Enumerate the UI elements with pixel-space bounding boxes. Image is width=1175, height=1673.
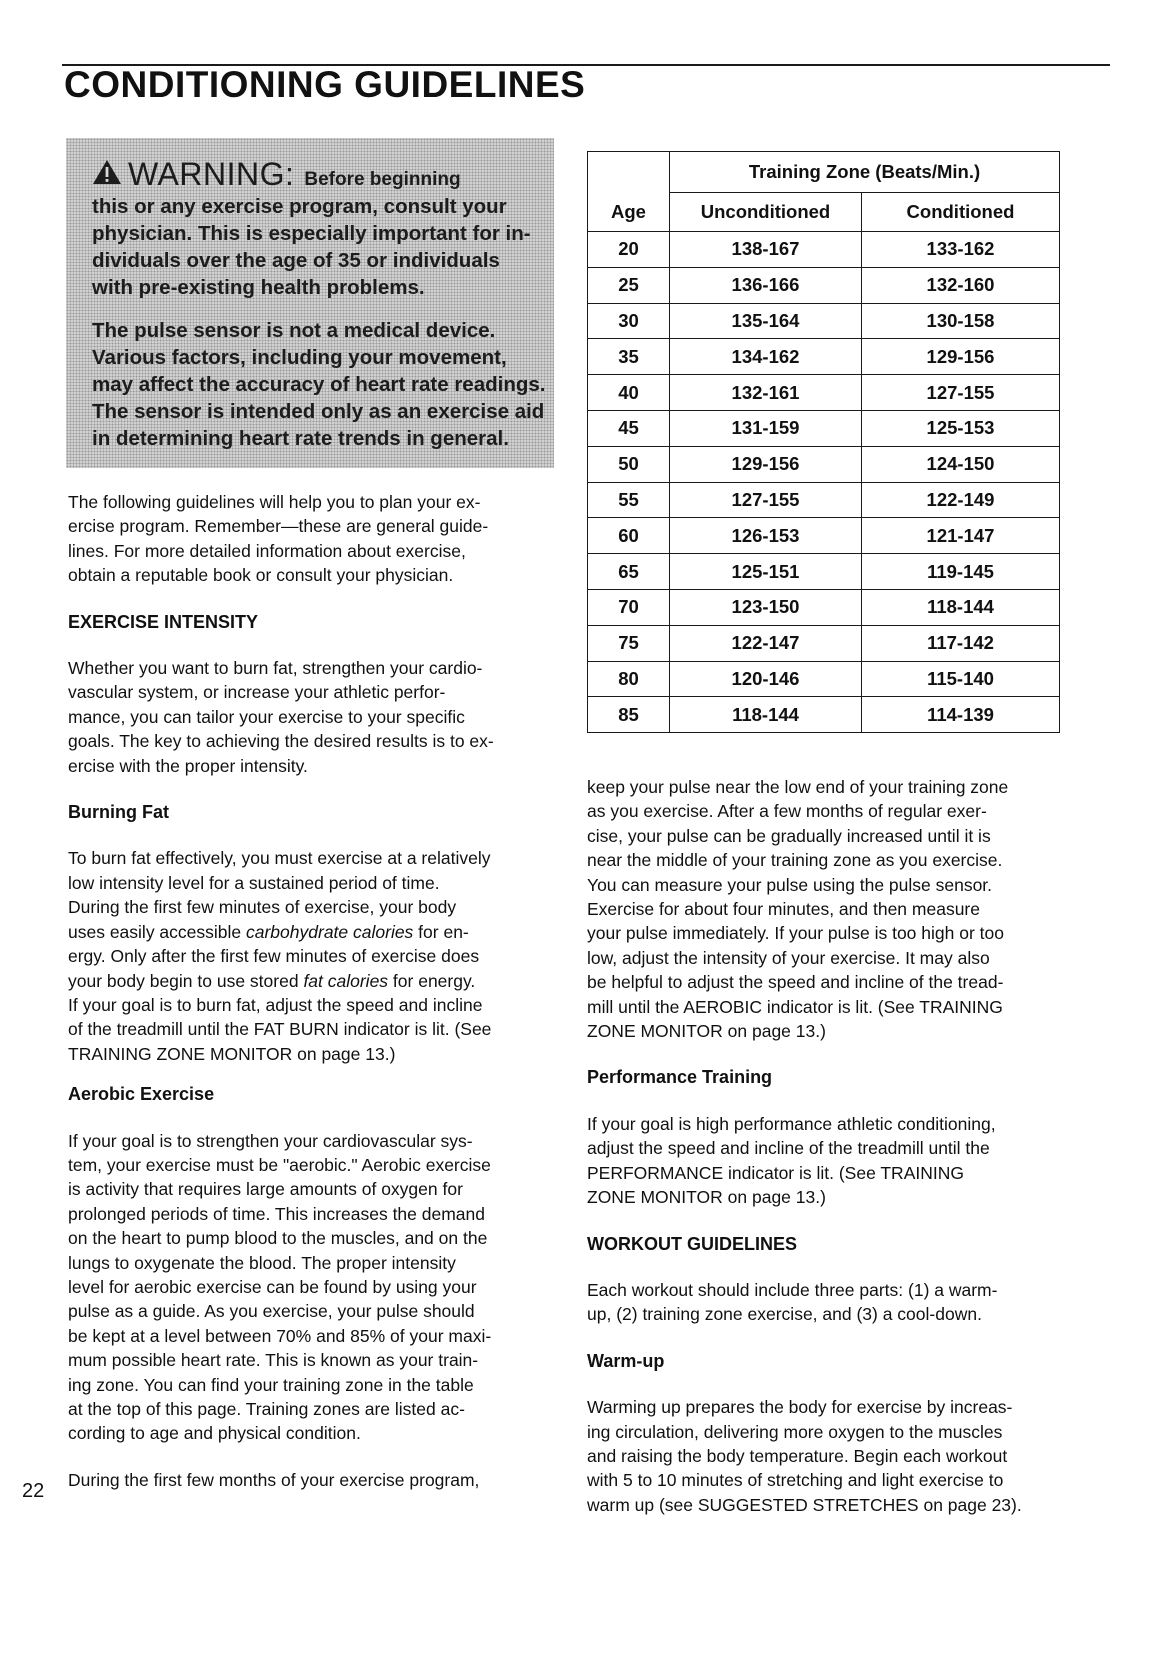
left-column [68, 490, 568, 1492]
age-cell: 80 [588, 661, 670, 697]
unconditioned-cell: 136-166 [670, 267, 862, 303]
body-line: is activity that requires large amounts of oxygen for [68, 1179, 463, 1200]
intro-line: obtain a reputable book or consult your physician. [68, 565, 454, 586]
age-cell: 45 [588, 410, 670, 446]
age-cell: 40 [588, 375, 670, 411]
conditioned-cell: 132-160 [862, 267, 1060, 303]
body-line: Warming up prepares the body for exercise by increas- [587, 1397, 1013, 1418]
page-title: CONDITIONING GUIDELINES [64, 64, 586, 105]
conditioned-cell: 129-156 [862, 339, 1060, 375]
table-row [588, 482, 1060, 518]
body-line: You can measure your pulse using the pulse sensor. [587, 874, 993, 895]
body-line: be helpful to adjust the speed and incline of the tread- [587, 972, 1004, 993]
body-line: During the first few months of your exercise program, [68, 1469, 480, 1490]
conditioned-cell: 127-155 [862, 375, 1060, 411]
warning-line: dividuals over the age of 35 or individuals [92, 249, 500, 272]
unconditioned-cell: 125-151 [670, 554, 862, 590]
body-line: as you exercise. After a few months of regular exer- [587, 801, 987, 822]
body-line: ZONE MONITOR on page 13.) [587, 1021, 826, 1042]
body-line: low, adjust the intensity of your exercise. It may also [587, 947, 990, 968]
age-cell: 50 [588, 446, 670, 482]
conditioned-cell: 119-145 [862, 554, 1060, 590]
conditioned-cell: 125-153 [862, 410, 1060, 446]
warm-up-heading: Warm-up [587, 1350, 665, 1371]
table-row [588, 410, 1060, 446]
body-line: TRAINING ZONE MONITOR on page 13.) [68, 1043, 396, 1064]
warning-heading [92, 156, 540, 193]
unconditioned-cell: 131-159 [670, 410, 862, 446]
conditioned-cell: 133-162 [862, 232, 1060, 268]
body-line: near the middle of your training zone as you exercise. [587, 850, 1003, 871]
body-line: Exercise for about four minutes, and then measure [587, 899, 980, 920]
unconditioned-cell: 126-153 [670, 518, 862, 554]
age-cell: 85 [588, 697, 670, 733]
body-line: on the heart to pump blood to the muscles, and on the [68, 1228, 488, 1249]
body-line: pulse as a guide. As you exercise, your pulse should [68, 1301, 475, 1322]
warning-line: Various factors, including your movement, [92, 346, 507, 369]
age-cell: 25 [588, 267, 670, 303]
unconditioned-cell: 132-161 [670, 375, 862, 411]
unconditioned-cell: 129-156 [670, 446, 862, 482]
body-line: of the treadmill until the FAT BURN indicator is lit. (See [68, 1019, 492, 1040]
body-line: cise, your pulse can be gradually increased until it is [587, 825, 991, 846]
body-line: To burn fat effectively, you must exercise at a relatively [68, 848, 491, 869]
fat-calories-emphasis: fat calories [303, 970, 389, 991]
body-line: prolonged periods of time. This increases the demand [68, 1203, 486, 1224]
training-zone-table [587, 151, 1060, 733]
warning-line: in determining heart rate trends in general. [92, 427, 509, 450]
body-line: cording to age and physical condition. [68, 1423, 361, 1444]
text-run: for energy. [388, 970, 476, 991]
unconditioned-header: Unconditioned [670, 193, 862, 232]
unconditioned-cell: 127-155 [670, 482, 862, 518]
body-line: ing circulation, delivering more oxygen to the muscles [587, 1421, 1003, 1442]
table-row [588, 446, 1060, 482]
warning-box [66, 138, 554, 468]
age-cell: 20 [588, 232, 670, 268]
right-column [587, 775, 1097, 1517]
age-header: Age [588, 152, 670, 232]
age-cell: 70 [588, 589, 670, 625]
conditioned-cell: 121-147 [862, 518, 1060, 554]
unconditioned-cell: 118-144 [670, 697, 862, 733]
age-cell: 60 [588, 518, 670, 554]
warning-line: The sensor is intended only as an exercise aid [92, 400, 545, 423]
body-line: goals. The key to achieving the desired results is to ex- [68, 731, 494, 752]
age-cell: 75 [588, 625, 670, 661]
age-cell: 65 [588, 554, 670, 590]
performance-training-heading: Performance Training [587, 1067, 773, 1088]
body-line [68, 969, 568, 993]
intro-line: lines. For more detailed information about exercise, [68, 540, 466, 561]
body-line: lungs to oxygenate the blood. The proper intensity [68, 1252, 456, 1273]
warning-line: physician. This is especially important for in- [92, 222, 531, 245]
text-run: your body begin to use stored [68, 970, 304, 991]
warning-line: with pre-existing health problems. [92, 276, 425, 299]
body-line: be kept at a level between 70% and 85% of your maxi- [68, 1325, 492, 1346]
body-line: with 5 to 10 minutes of stretching and light exercise to [587, 1470, 1004, 1491]
body-line: mill until the AEROBIC indicator is lit. (See TRAINING [587, 996, 1003, 1017]
body-line: up, (2) training zone exercise, and (3) a cool-down. [587, 1304, 982, 1325]
body-line: vascular system, or increase your athletic perfor- [68, 682, 446, 703]
table-row [588, 661, 1060, 697]
warning-triangle-icon [92, 159, 122, 185]
table-row [588, 375, 1060, 411]
body-line: warm up (see SUGGESTED STRETCHES on page 23). [587, 1494, 1022, 1515]
warning-line: may affect the accuracy of heart rate readings. [92, 373, 546, 396]
unconditioned-cell: 123-150 [670, 589, 862, 625]
body-line: ZONE MONITOR on page 13.) [587, 1187, 826, 1208]
body-line [68, 920, 568, 944]
text-run: uses easily accessible [68, 921, 246, 942]
age-cell: 55 [588, 482, 670, 518]
conditioned-cell: 130-158 [862, 303, 1060, 339]
table-row [588, 625, 1060, 661]
conditioned-cell: 118-144 [862, 589, 1060, 625]
table-row [588, 232, 1060, 268]
body-line: level for aerobic exercise can be found by using your [68, 1276, 477, 1297]
body-line: ercise with the proper intensity. [68, 755, 308, 776]
unconditioned-cell: 135-164 [670, 303, 862, 339]
conditioned-header: Conditioned [862, 193, 1060, 232]
workout-guidelines-heading: WORKOUT GUIDELINES [587, 1233, 797, 1254]
body-line: Each workout should include three parts: (1) a warm- [587, 1279, 998, 1300]
body-line: If your goal is to strengthen your cardiovascular sys- [68, 1130, 473, 1151]
warning-line: this or any exercise program, consult your [92, 195, 507, 218]
body-line: PERFORMANCE indicator is lit. (See TRAINING [587, 1162, 964, 1183]
warning-line: The pulse sensor is not a medical device. [92, 319, 496, 342]
table-row [588, 697, 1060, 733]
intro-line: ercise program. Remember—these are general guide- [68, 516, 489, 537]
training-zone-header: Training Zone (Beats/Min.) [670, 152, 1060, 193]
table-row [588, 589, 1060, 625]
aerobic-exercise-heading: Aerobic Exercise [68, 1084, 215, 1105]
page-number: 22 [22, 1480, 45, 1502]
intro-line: The following guidelines will help you to plan your ex- [68, 492, 481, 512]
burning-fat-heading: Burning Fat [68, 802, 169, 823]
body-line: tem, your exercise must be "aerobic." Aerobic exercise [68, 1154, 491, 1175]
body-line: mance, you can tailor your exercise to your specific [68, 706, 465, 727]
conditioned-cell: 117-142 [862, 625, 1060, 661]
body-line: If your goal is high performance athletic conditioning, [587, 1113, 996, 1134]
table-row [588, 267, 1060, 303]
unconditioned-cell: 138-167 [670, 232, 862, 268]
body-line: Whether you want to burn fat, strengthen your cardio- [68, 658, 483, 679]
table-row [588, 303, 1060, 339]
unconditioned-cell: 134-162 [670, 339, 862, 375]
conditioned-cell: 115-140 [862, 661, 1060, 697]
conditioned-cell: 122-149 [862, 482, 1060, 518]
body-line: adjust the speed and incline of the treadmill until the [587, 1138, 990, 1159]
body-line: During the first few minutes of exercise, your body [68, 897, 457, 918]
warning-word: WARNING: [128, 156, 295, 192]
age-cell: 35 [588, 339, 670, 375]
body-line: ing zone. You can find your training zone in the table [68, 1374, 474, 1395]
warning-line: Before beginning [304, 169, 461, 190]
table-row [588, 518, 1060, 554]
unconditioned-cell: 122-147 [670, 625, 862, 661]
body-line: your pulse immediately. If your pulse is too high or too [587, 923, 1004, 944]
text-run: for en- [413, 921, 469, 942]
conditioned-cell: 114-139 [862, 697, 1060, 733]
carbohydrate-calories-emphasis: carbohydrate calories [246, 921, 414, 942]
body-line: low intensity level for a sustained period of time. [68, 872, 440, 893]
body-line: at the top of this page. Training zones are listed ac- [68, 1399, 465, 1419]
table-row [588, 339, 1060, 375]
body-line: mum possible heart rate. This is known as your train- [68, 1350, 479, 1371]
exercise-intensity-heading: EXERCISE INTENSITY [68, 611, 259, 632]
body-line: keep your pulse near the low end of your training zone [587, 777, 1009, 797]
conditioned-cell: 124-150 [862, 446, 1060, 482]
unconditioned-cell: 120-146 [670, 661, 862, 697]
body-line: If your goal is to burn fat, adjust the speed and incline [68, 994, 483, 1015]
table-row [588, 554, 1060, 590]
body-line: and raising the body temperature. Begin each workout [587, 1445, 1008, 1466]
body-line: ergy. Only after the first few minutes of exercise does [68, 946, 480, 967]
age-cell: 30 [588, 303, 670, 339]
